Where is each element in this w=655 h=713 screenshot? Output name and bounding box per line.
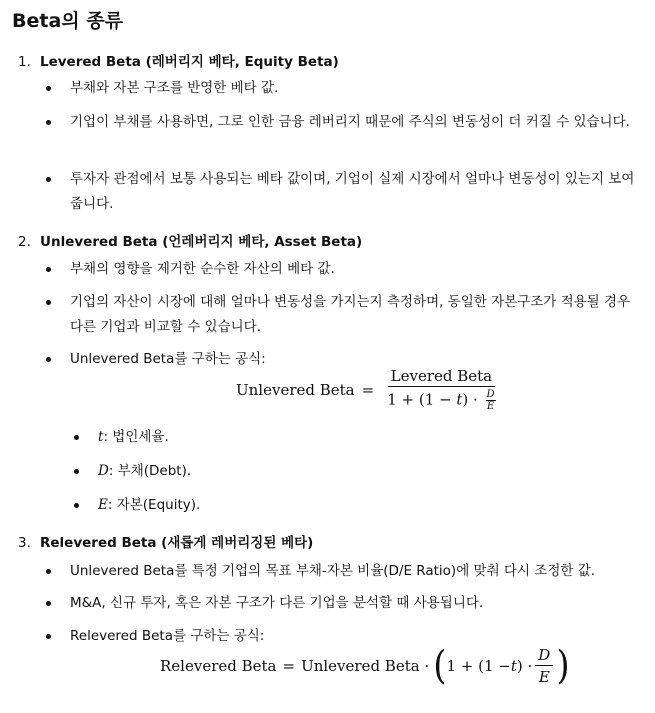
bullet-text: 부채의 영향을 제거한 순수한 자산의 베타 값. xyxy=(70,261,335,277)
bullet-icon xyxy=(46,177,51,182)
bullet-icon xyxy=(74,469,79,474)
formula-equals: = xyxy=(282,657,296,675)
definition-item xyxy=(76,459,576,484)
list-item xyxy=(48,76,638,101)
bullet-text: Unlevered Beta를 구하는 공식: xyxy=(70,351,266,367)
section-number: 1. xyxy=(18,54,31,70)
bullet-text: M&A, 신규 투자, 혹은 자본 구조가 다른 기업을 분석할 때 사용됩니다. xyxy=(70,595,484,611)
bullet-icon xyxy=(74,503,79,508)
formula-lhs: Relevered Beta xyxy=(160,657,277,675)
definition-text: : 법인세율. xyxy=(103,429,169,445)
bullet-text: 기업이 부채를 사용하면, 그로 인한 금융 레버리지 때문에 주식의 변동성이 더 커질 수 있습니다. xyxy=(70,114,630,130)
formula-equals: = xyxy=(361,380,375,399)
paren-open: ( xyxy=(433,643,447,689)
de-ratio: $\frac{D}{E}$ xyxy=(535,646,553,686)
list-item xyxy=(48,290,640,340)
formula-fraction xyxy=(384,367,498,412)
section-number: 3. xyxy=(18,535,31,551)
bullet-icon xyxy=(46,634,51,639)
bullet-text: 부채와 자본 구조를 반영한 베타 값. xyxy=(70,80,279,96)
de-ratio: $\frac{D}{E}$ xyxy=(486,389,495,412)
symbol-d: D xyxy=(98,463,109,479)
definition-item xyxy=(76,493,576,518)
bullet-icon xyxy=(46,569,51,574)
unlevered-beta-formula xyxy=(236,367,502,412)
bullet-text: 투자자 관점에서 보통 사용되는 베타 값이며, 기업이 실제 시장에서 얼마나 변동성이 있는지 보여줍니다. xyxy=(70,171,635,212)
formula-lhs: Unlevered Beta xyxy=(236,380,355,399)
definition-item xyxy=(76,425,576,450)
formula-numerator: Levered Beta xyxy=(388,367,495,387)
definition-text: : 부채(Debt). xyxy=(108,463,192,479)
section-number: 2. xyxy=(18,234,31,250)
relevered-beta-formula: Relevered Beta = Unlevered Beta · ( 1 + (1 − t ) · $\frac{D}{E}$ ) xyxy=(160,643,570,689)
bullet-text: Unlevered Beta를 특정 기업의 목표 부채-자본 비율(D/E Ratio)에 맞춰 다시 조정한 값. xyxy=(70,563,596,579)
section-title: Levered Beta (레버리지 베타, Equity Beta) xyxy=(40,54,339,70)
bullet-text: Relevered Beta를 구하는 공식: xyxy=(70,628,265,644)
list-item xyxy=(48,559,638,584)
bullet-icon xyxy=(46,120,51,125)
section-title: Relevered Beta (새롭게 레버리징된 베타) xyxy=(40,535,314,551)
definition-text: : 자본(Equity). xyxy=(107,497,201,513)
section-heading-levered xyxy=(18,50,339,70)
section-title: Unlevered Beta (언레버리지 베타, Asset Beta) xyxy=(40,234,363,250)
symbol-t: t xyxy=(98,429,104,445)
list-item xyxy=(48,167,640,217)
bullet-icon xyxy=(46,357,51,362)
section-heading-unlevered xyxy=(18,230,362,250)
bullet-text: 기업의 자산이 시장에 대해 얼마나 변동성을 가지는지 측정하며, 동일한 자본구조가 적용될 경우 다른 기업과 비교할 수 있습니다. xyxy=(70,294,631,335)
symbol-e: E xyxy=(98,497,108,513)
list-item xyxy=(48,110,640,135)
paren-close: ) xyxy=(556,643,570,689)
bullet-icon xyxy=(46,86,51,91)
bullet-icon xyxy=(74,435,79,440)
bullet-icon xyxy=(46,300,51,305)
list-item xyxy=(48,591,638,616)
section-heading-relevered xyxy=(18,531,313,551)
page-title: Beta의 종류 xyxy=(12,10,123,32)
bullet-icon xyxy=(46,267,51,272)
formula-rhs: Unlevered Beta · xyxy=(301,657,430,675)
list-item xyxy=(48,257,638,282)
formula-denominator: 1 + (1 − t) · $\frac{D}{E}$ xyxy=(387,389,495,412)
bullet-icon xyxy=(46,601,51,606)
